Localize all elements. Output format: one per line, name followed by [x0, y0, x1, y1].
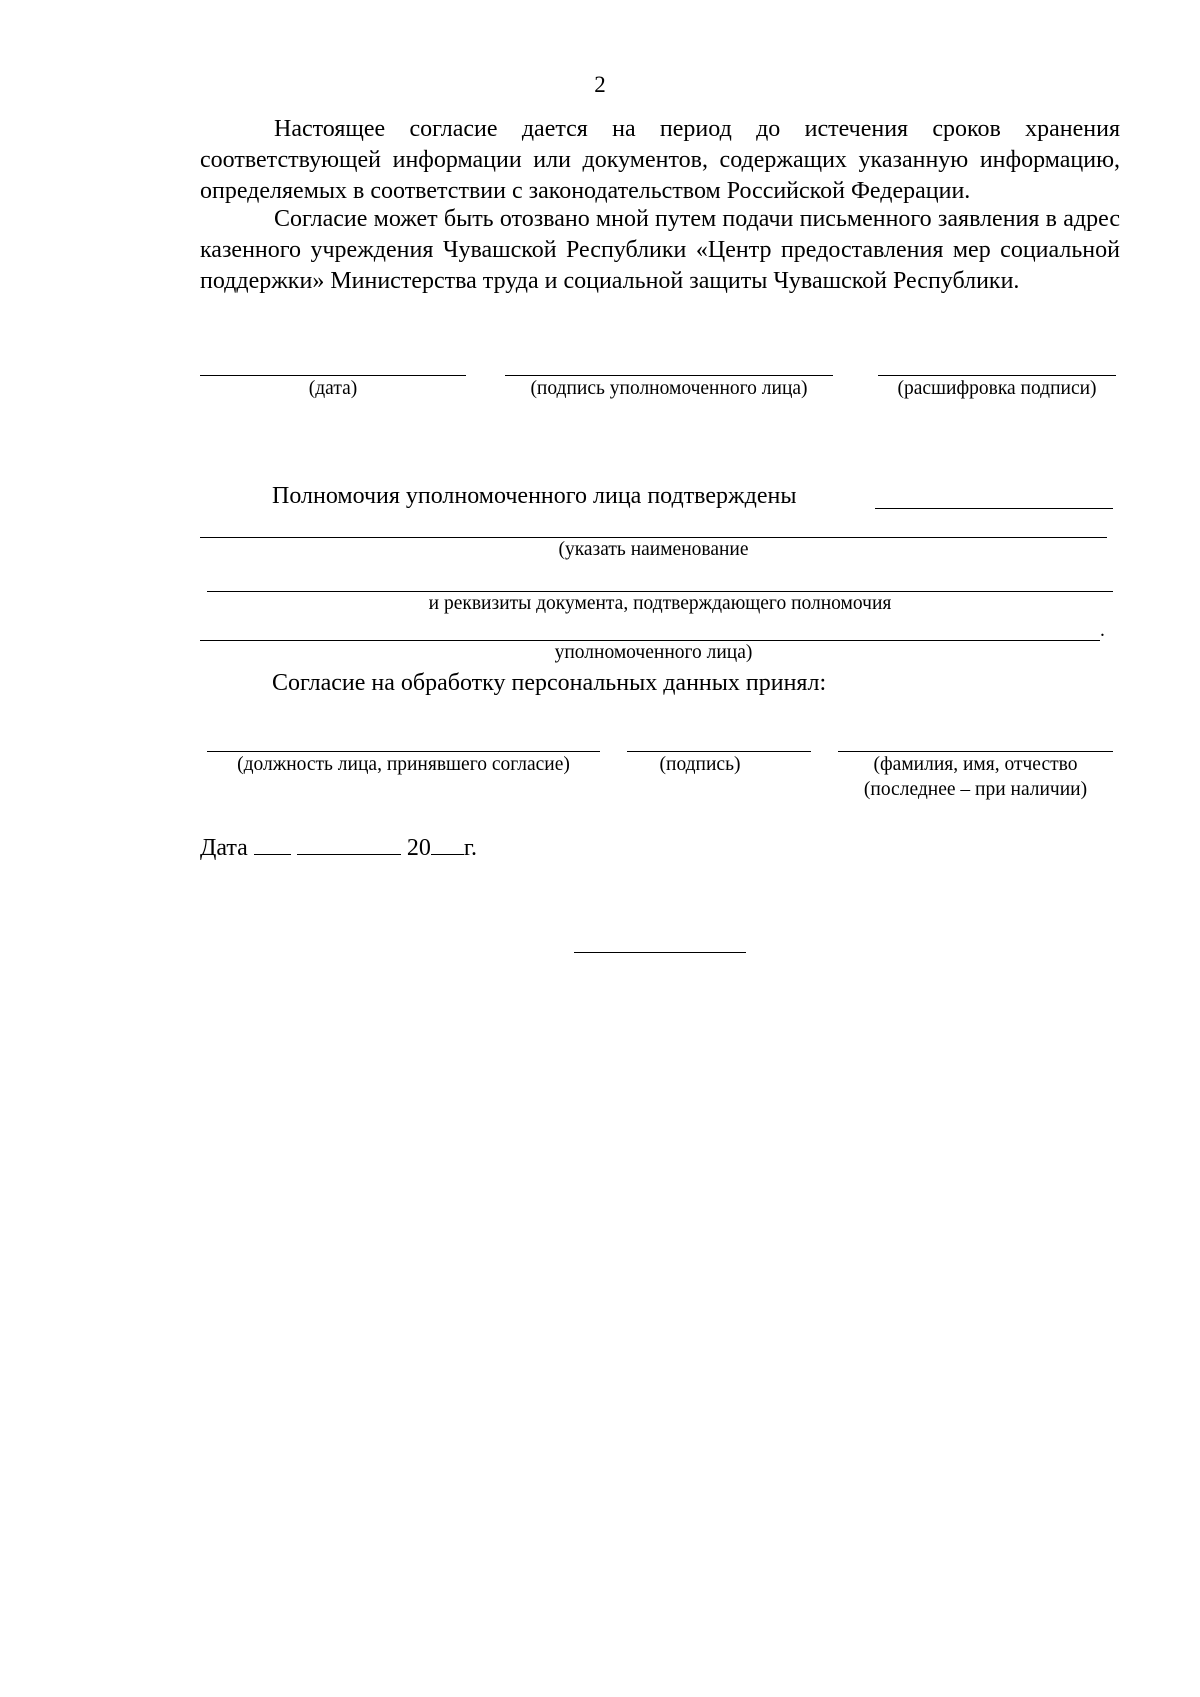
decoding-caption: (расшифровка подписи)	[897, 378, 1097, 399]
acceptance-statement: Согласие на обработку персональных данных принял:	[272, 670, 827, 696]
authority-line-2[interactable]	[200, 537, 1107, 538]
position-caption: (должность лица, принявшего согласие)	[237, 754, 570, 775]
authority-caption-3: уполномоченного лица)	[554, 642, 753, 663]
full-name-caption-2: (последнее – при наличии)	[863, 779, 1088, 800]
paragraph-consent-period	[200, 114, 1120, 207]
signature-line[interactable]	[505, 375, 833, 376]
closing-separator-line	[574, 952, 746, 953]
position-line[interactable]	[207, 751, 600, 752]
authority-line-3[interactable]	[207, 591, 1113, 592]
date-label: Дата	[200, 835, 248, 861]
paragraph-consent-withdrawal	[200, 204, 1120, 297]
decoding-line[interactable]	[878, 375, 1116, 376]
authority-caption-1: (указать наименование	[558, 539, 749, 560]
day-blank[interactable]	[254, 832, 291, 855]
month-blank[interactable]	[297, 832, 401, 855]
acceptor-signature-caption: (подпись)	[659, 754, 741, 775]
authority-line-4[interactable]	[200, 640, 1100, 641]
page-number: 2	[594, 72, 606, 97]
authority-statement: Полномочия уполномоченного лица подтверждены	[272, 483, 797, 509]
paragraph-consent-period-text: Настоящее согласие дается на период до истечения сроков хранения соответствующей информации или документов, содержащих указанную информацию, определяемых в соответствии с законодательством Российской Федерации.	[200, 116, 1120, 204]
date-row	[200, 832, 477, 862]
authority-line-1[interactable]	[875, 508, 1113, 509]
authority-caption-2: и реквизиты документа, подтверждающего полномочия	[428, 593, 892, 614]
year-prefix: 20	[406, 835, 431, 861]
full-name-caption-1: (фамилия, имя, отчество	[873, 754, 1078, 775]
full-name-line[interactable]	[838, 751, 1113, 752]
authority-period: .	[1100, 620, 1105, 641]
acceptor-signature-line[interactable]	[627, 751, 811, 752]
date-caption: (дата)	[308, 378, 358, 399]
year-blank[interactable]	[431, 832, 464, 855]
paragraph-consent-withdrawal-text: Согласие может быть отозвано мной путем подачи письменного заявления в адрес казенного учреждения Чувашской Республики «Центр предоставления мер социальной поддержки» Министерства труда и социальной защиты Чувашской Республики.	[200, 206, 1120, 294]
year-suffix: г.	[463, 835, 477, 861]
signature-caption: (подпись уполномоченного лица)	[530, 378, 808, 399]
date-line[interactable]	[200, 375, 466, 376]
